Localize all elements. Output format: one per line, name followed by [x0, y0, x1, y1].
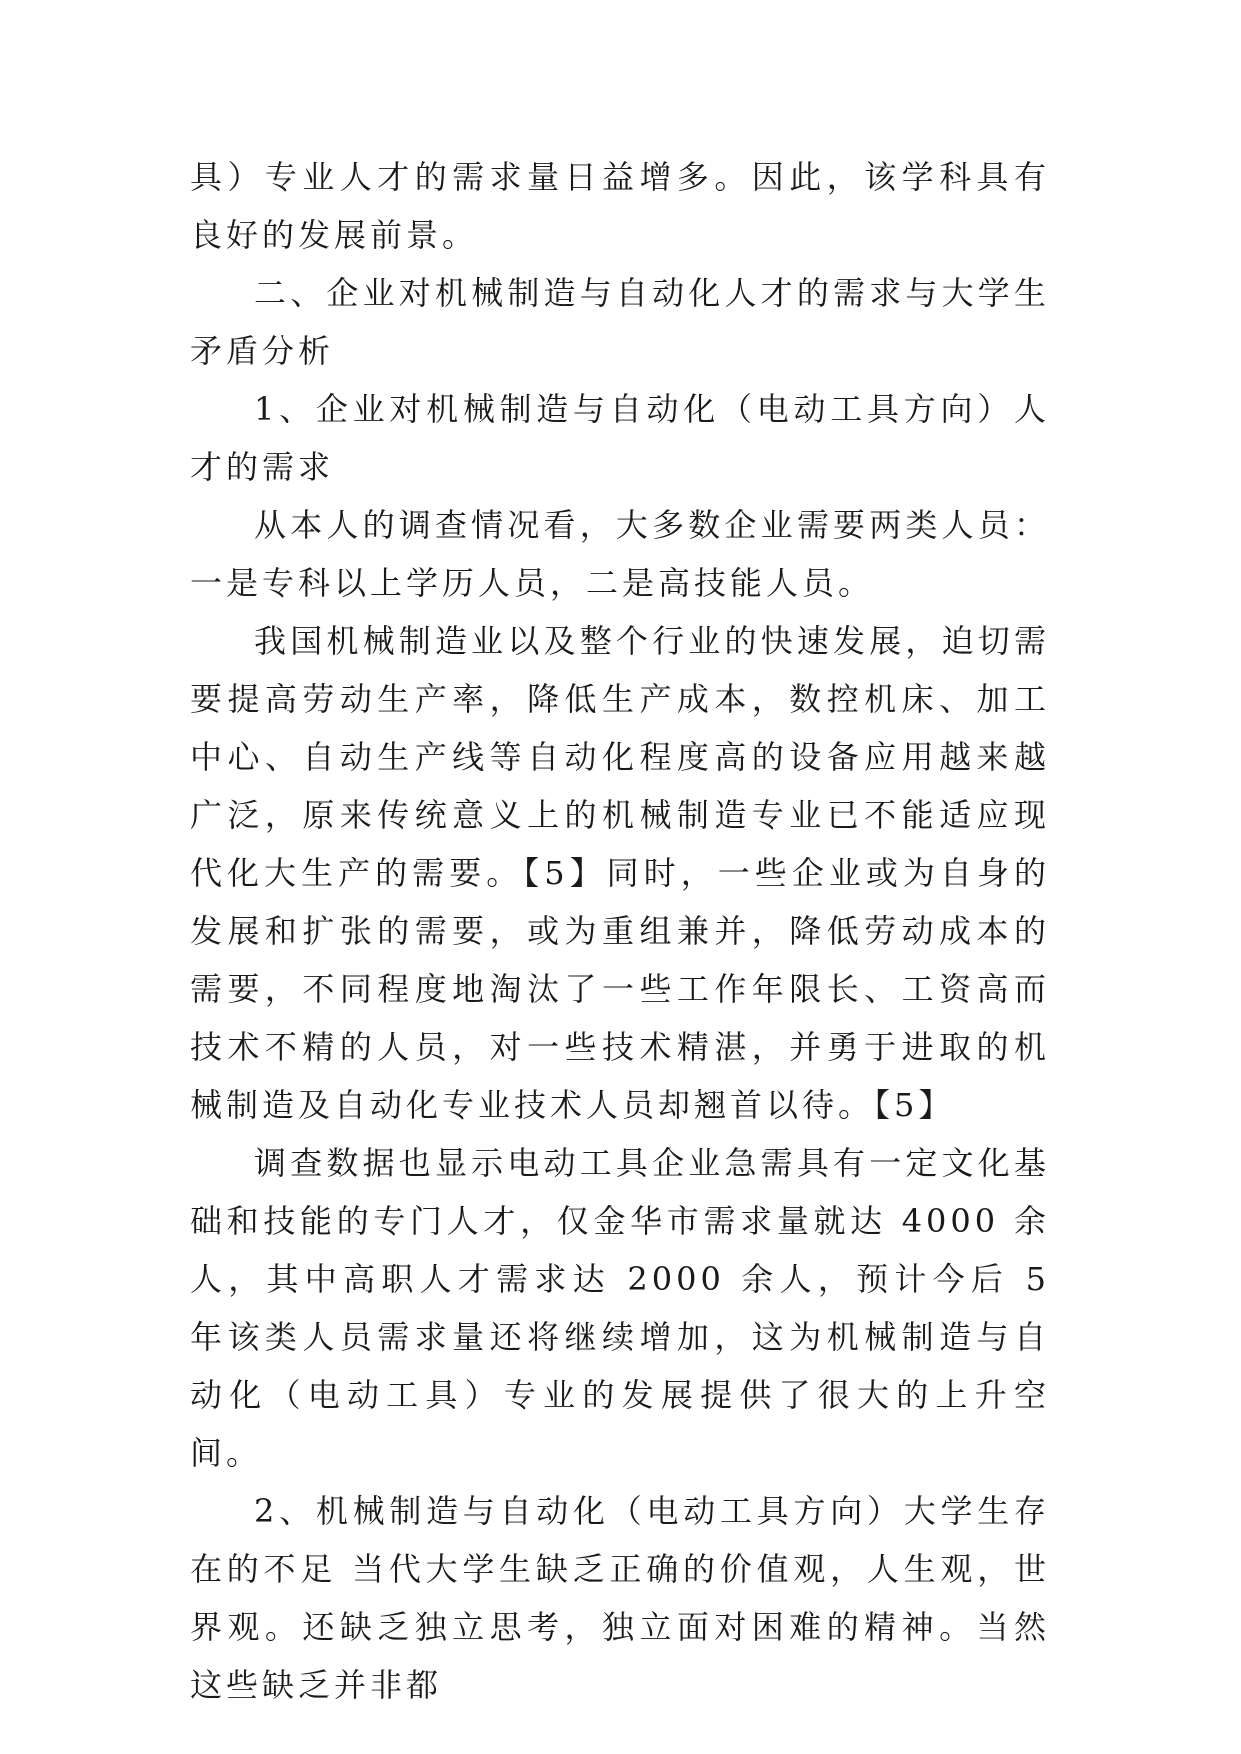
body-text — [190, 148, 1050, 1714]
section-heading: 二、企业对机械制造与自动化人才的需求与大学生矛盾分析 — [190, 274, 1050, 370]
paragraph-1: 具）专业人才的需求量日益增多。因此，该学科具有良好的发展前景。 — [190, 158, 1050, 254]
paragraph-2: 从本人的调查情况看，大多数企业需要两类人员：一是专科以上学历人员，二是高技能人员。 — [190, 506, 1050, 602]
paragraph-4: 调查数据也显示电动工具企业急需具有一定文化基础和技能的专门人才，仅金华市需求量就达 4000 余人，其中高职人才需求达 2000 余人，预计今后 5 年该类人员需求量还将继续增加，这为机械制造与自动化（电动工具）专业的发展提供了很大的上升空间。 — [190, 1144, 1050, 1472]
subsection-heading-1: 1、企业对机械制造与自动化（电动工具方向）人才的需求 — [190, 390, 1050, 486]
subsection-heading-2: 2、机械制造与自动化（电动工具方向）大学生存在的不足 当代大学生缺乏正确的价值观，人生观，世界观。还缺乏独立思考，独立面对困难的精神。当然这些缺乏并非都 — [190, 1492, 1050, 1704]
paragraph-3: 我国机械制造业以及整个行业的快速发展，迫切需要提高劳动生产率，降低生产成本，数控机床、加工中心、自动生产线等自动化程度高的设备应用越来越广泛，原来传统意义上的机械制造专业已不能适应现代化大生产的需要。【5】同时，一些企业或为自身的发展和扩张的需要，或为重组兼并，降低劳动成本的需要，不同程度地淘汰了一些工作年限长、工资高而技术不精的人员，对一些技术精湛，并勇于进取的机械制造及自动化专业技术人员却翘首以待。【5】 — [190, 622, 1050, 1124]
